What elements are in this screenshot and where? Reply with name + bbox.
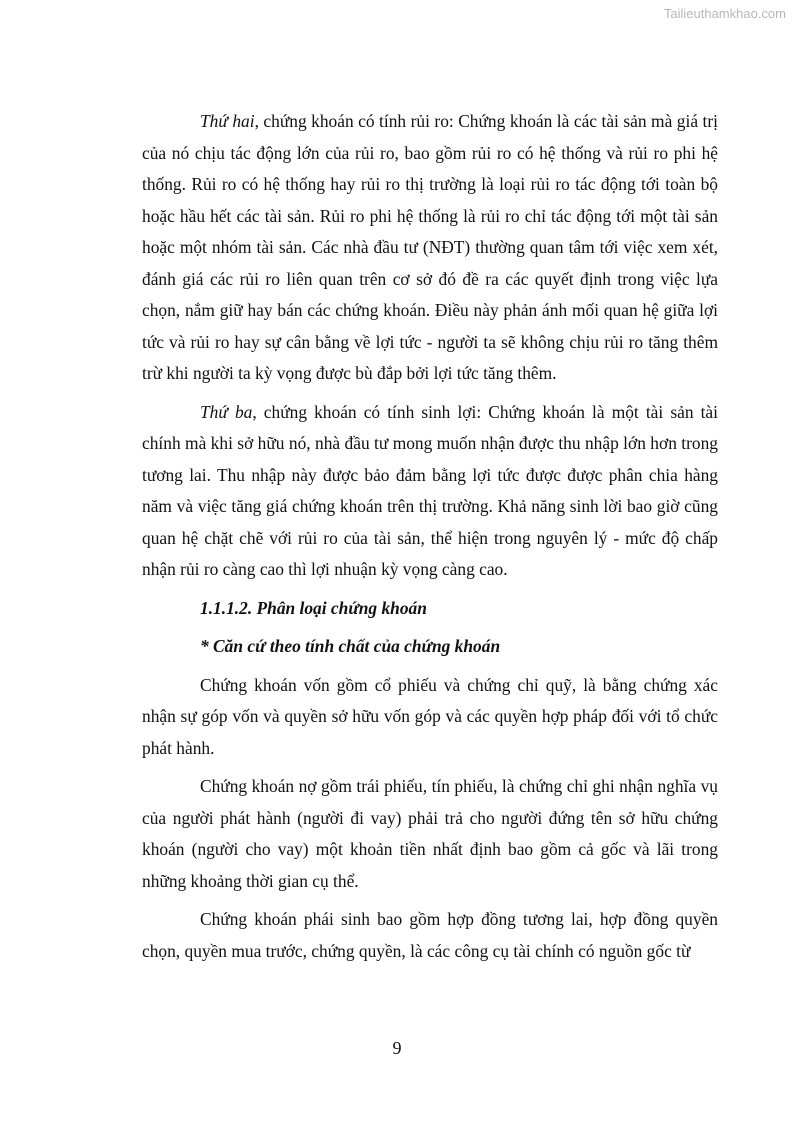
- paragraph-lead: Thứ ba: [200, 401, 253, 422]
- subheading: * Căn cứ theo tính chất của chứng khoán: [200, 636, 501, 656]
- section-heading: 1.1.1.2. Phân loại chứng khoán: [200, 597, 427, 618]
- paragraph-text: , chứng khoán có tính rủi ro: Chứng khoán là các tài sản mà giá trị của nó chịu tác động lớn của rủi ro, bao gồm rủi ro có hệ thống và rủi ro phi hệ thống. Rủi ro có hệ thống hay rủi ro thị trường là loại rủi ro tác động tới toàn bộ hoặc hầu hết các tài sản. Rủi ro phi hệ thống là rủi ro chỉ tác động tới một tài sản hoặc một nhóm tài sản. Các nhà đầu tư (NĐT) thường quan tâm tới việc xem xét, đánh giá các rủi ro liên quan trên cơ sở đó đề ra các quyết định trong việc lựa chọn, nắm giữ hay bán các chứng khoán. Điều này phản ánh mối quan hệ giữa lợi tức và rủi ro hay sự cân bằng về lợi tức - người ta sẽ không chịu rủi ro tăng thêm trừ khi người ta kỳ vọng được bù đắp bởi lợi tức tăng thêm.: [142, 111, 718, 383]
- paragraph-lead: Thứ hai: [200, 111, 255, 131]
- document-body: [142, 106, 718, 974]
- page-number: 9: [392, 1038, 402, 1058]
- paragraph-thu-ba: [142, 397, 718, 586]
- paragraph-chung-khoan-von: Chứng khoán vốn gồm cổ phiếu và chứng chỉ quỹ, là bằng chứng xác nhận sự góp vốn và quyền sở hữu vốn góp và các quyền hợp pháp đối với tổ chức phát hành.: [142, 674, 718, 758]
- paragraph-chung-khoan-no: Chứng khoán nợ gồm trái phiếu, tín phiếu, là chứng chỉ ghi nhận nghĩa vụ của người phát hành (người đi vay) phải trả cho người đứng tên sở hữu chứng khoán (người cho vay) một khoản tiền nhất định bao gồm cả gốc và lãi trong những khoảng thời gian cụ thể.: [142, 776, 718, 891]
- watermark: Tailieuthamkhao.com: [663, 6, 786, 21]
- paragraph-text: , chứng khoán có tính sinh lợi: Chứng khoán là một tài sản tài chính mà khi sở hữu nó, nhà đầu tư mong muốn nhận được thu nhập lớn hơn trong tương lai. Thu nhập này được bảo đảm bằng lợi tức được được phân chia hàng năm và việc tăng giá chứng khoán trên thị trường. Khả năng sinh lời bao giờ cũng quan hệ chặt chẽ với rủi ro của tài sản, thể hiện trong nguyên lý - mức độ chấp nhận rủi ro càng cao thì lợi nhuận kỳ vọng càng cao.: [142, 401, 718, 579]
- paragraph-chung-khoan-phai-sinh: Chứng khoán phái sinh bao gồm hợp đồng tương lai, hợp đồng quyền chọn, quyền mua trước, chứng quyền, là các công cụ tài chính có nguồn gốc từ: [142, 909, 718, 961]
- paragraph-thu-hai: [142, 106, 718, 390]
